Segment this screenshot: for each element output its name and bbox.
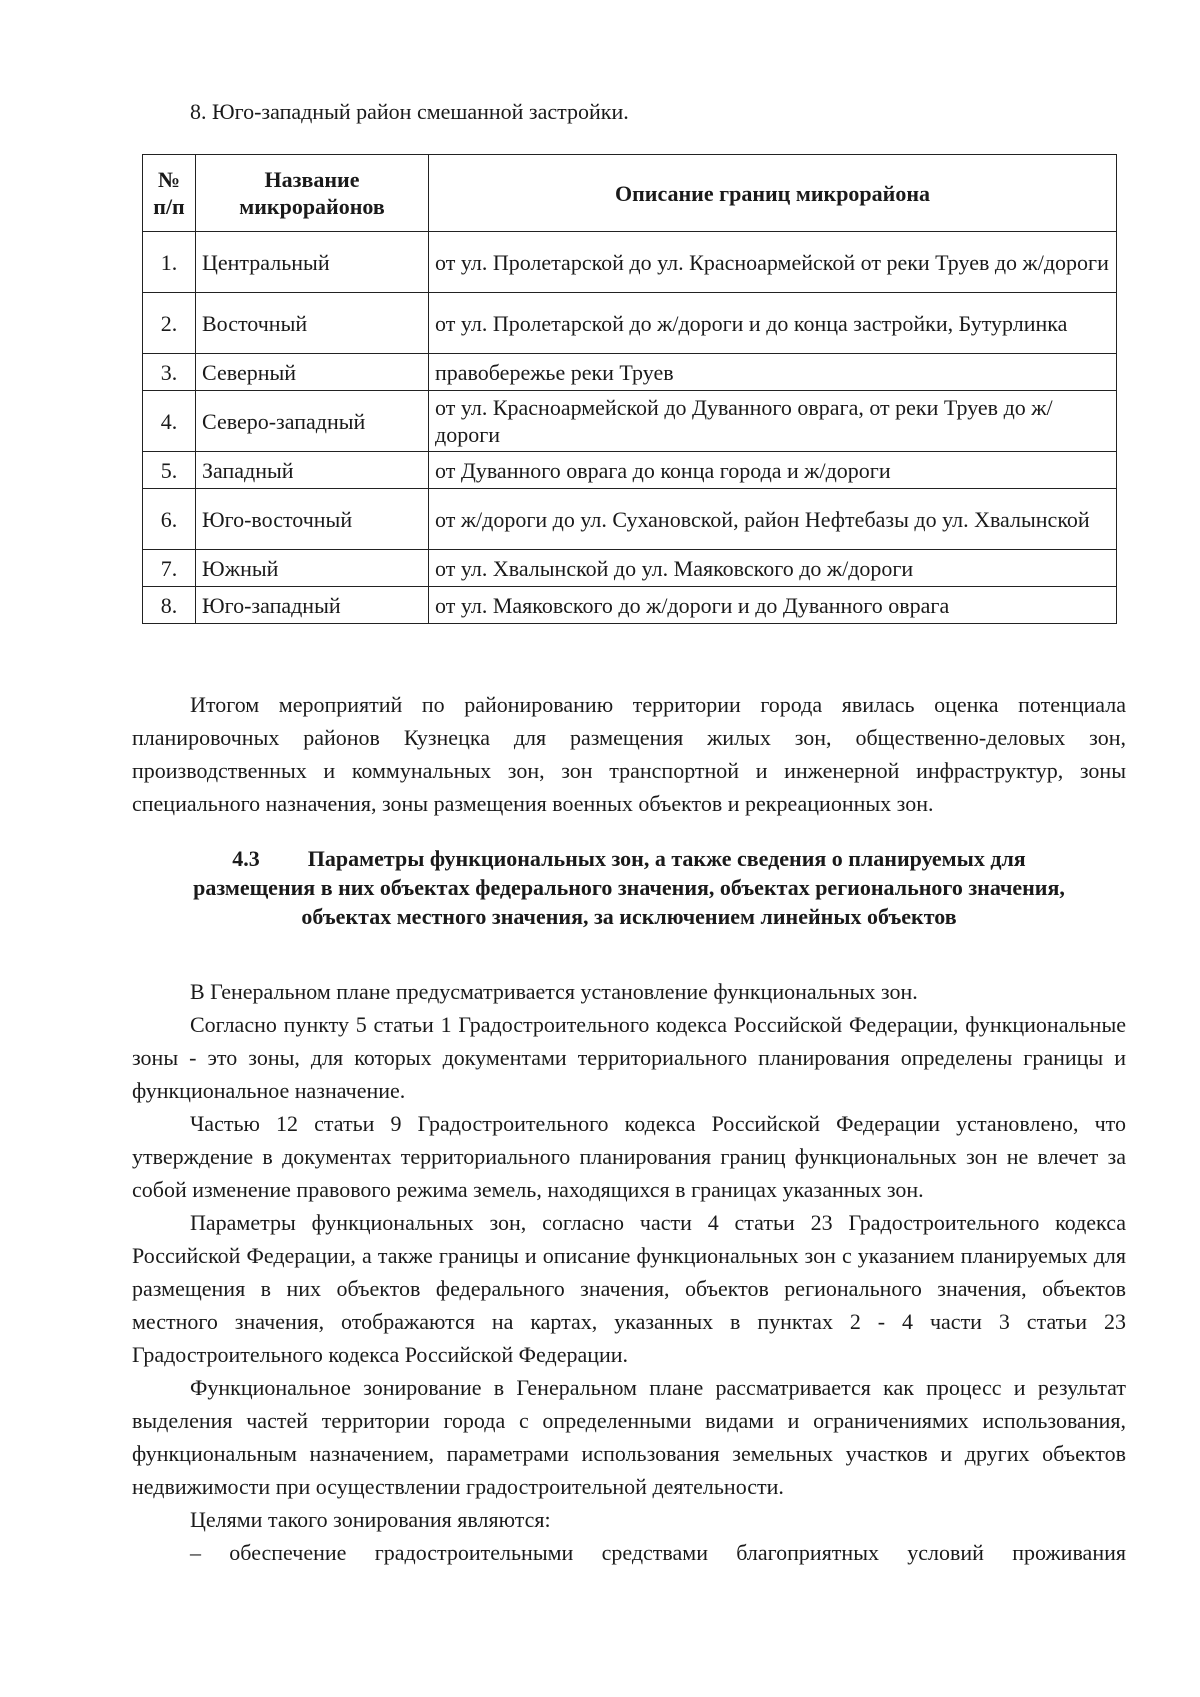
header-name-line1: Название xyxy=(264,167,360,192)
row-description: от ул. Красноармейской до Дуванного оврага, от реки Труев до ж/дороги xyxy=(429,391,1117,452)
row-description: от Дуванного оврага до конца города и ж/дороги xyxy=(429,452,1117,489)
row-name: Западный xyxy=(196,452,429,489)
row-name: Восточный xyxy=(196,293,429,354)
row-description: правобережье реки Труев xyxy=(429,354,1117,391)
row-number: 6. xyxy=(143,489,196,550)
paragraph-general-plan: В Генеральном плане предусматривается установление функциональных зон. xyxy=(190,979,918,1004)
row-name: Северо-западный xyxy=(196,391,429,452)
list-heading: 8. Юго-западный район смешанной застройки. xyxy=(190,99,629,124)
paragraph-definition: Согласно пункту 5 статьи 1 Градостроительного кодекса Российской Федерации, функциональные зоны - это зоны, для которых документами территориального планирования определены границы и функциональное назначение. xyxy=(132,1012,1126,1103)
header-number-line2: п/п xyxy=(153,194,185,219)
list-item: – обеспечение градостроительными средствами благоприятных условий проживания xyxy=(190,1540,1126,1565)
row-number: 4. xyxy=(143,391,196,452)
section-title-line1: Параметры функциональных зон, а также сведения о планируемых для xyxy=(307,846,1026,871)
table-row xyxy=(143,550,1117,587)
table-row xyxy=(143,354,1117,391)
table-row xyxy=(143,452,1117,489)
section-title-line2: размещения в них объектах федерального значения, объектах регионального значения, xyxy=(193,875,1065,900)
row-number: 5. xyxy=(143,452,196,489)
row-description: от ул. Маяковского до ж/дороги и до Дуванного оврага xyxy=(429,587,1117,624)
row-name: Юго-восточный xyxy=(196,489,429,550)
row-number: 1. xyxy=(143,232,196,293)
header-description: Описание границ микрорайона xyxy=(429,155,1117,232)
row-description: от ул. Пролетарской до ул. Красноармейской от реки Труев до ж/дороги xyxy=(429,232,1117,293)
row-name: Северный xyxy=(196,354,429,391)
row-description: от ул. Хвалынской до ул. Маяковского до ж/дороги xyxy=(429,550,1117,587)
table-row xyxy=(143,587,1117,624)
row-description: от ул. Пролетарской до ж/дороги и до конца застройки, Бутурлинка xyxy=(429,293,1117,354)
table-row xyxy=(143,293,1117,354)
paragraph-zoning-goals: Целями такого зонирования являются: xyxy=(190,1507,551,1532)
row-name: Центральный xyxy=(196,232,429,293)
summary-paragraph: Итогом мероприятий по районированию территории города явилась оценка потенциала планировочных районов Кузнецка для размещения жилых зон, общественно-деловых зон, производственных и коммунальных зон, зон транспортной и инженерной инфраструктур, зоны специального назначения, зоны размещения военных объектов и рекреационных зон. xyxy=(132,692,1126,816)
paragraph-zone-parameters: Параметры функциональных зон, согласно части 4 статьи 23 Градостроительного кодекса Российской Федерации, а также границы и описание функциональных зон с указанием планируемых для размещения в них объектов федерального значения, объектов регионального значения, объектов местного значения, отображаются на картах, указанных в пунктах 2 - 4 части 3 статьи 23 Градостроительного кодекса Российской Федерации. xyxy=(132,1210,1126,1367)
table-header-row xyxy=(143,155,1117,232)
header-number-line1: № xyxy=(157,167,181,192)
row-description: от ж/дороги до ул. Сухановской, район Нефтебазы до ул. Хвалынской xyxy=(429,489,1117,550)
districts-table xyxy=(142,154,1117,624)
header-number xyxy=(143,155,196,232)
header-name-line2: микрорайонов xyxy=(239,194,385,219)
section-number: 4.3 xyxy=(232,846,260,871)
row-number: 2. xyxy=(143,293,196,354)
section-heading xyxy=(132,844,1126,931)
row-number: 7. xyxy=(143,550,196,587)
row-name: Юго-западный xyxy=(196,587,429,624)
paragraph-legal-regime: Частью 12 статьи 9 Градостроительного кодекса Российской Федерации установлено, что утверждение в документах территориального планирования границ функциональных зон не влечет за собой изменение правового режима земель, находящихся в границах указанных зон. xyxy=(132,1111,1126,1202)
table-row xyxy=(143,391,1117,452)
section-title-line3: объектах местного значения, за исключением линейных объектов xyxy=(301,904,957,929)
paragraph-zoning-process: Функциональное зонирование в Генеральном плане рассматривается как процесс и результат выделения частей территории города с определенными видами и ограничениямих использования, функциональным назначением, параметрами использования земельных участков и других объектов недвижимости при осуществлении градостроительной деятельности. xyxy=(132,1375,1126,1499)
table-row xyxy=(143,232,1117,293)
row-number: 8. xyxy=(143,587,196,624)
row-name: Южный xyxy=(196,550,429,587)
row-number: 3. xyxy=(143,354,196,391)
table-row xyxy=(143,489,1117,550)
header-name xyxy=(196,155,429,232)
